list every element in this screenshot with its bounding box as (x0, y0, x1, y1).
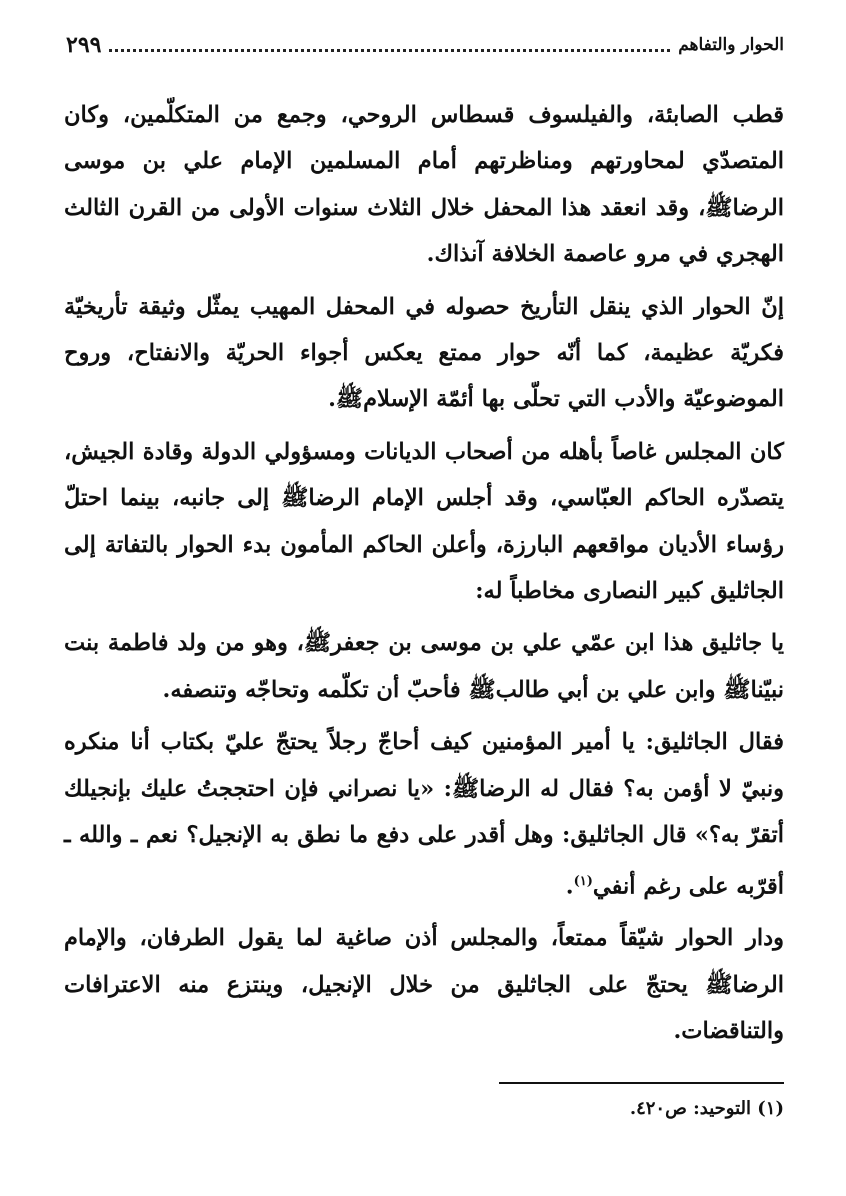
footnote: (١) التوحيد: ص٤٢٠. (629, 1098, 784, 1119)
dotted-leader (109, 49, 670, 52)
page-header (66, 28, 784, 62)
paragraph-3: كان المجلس غاصاً بأهله من أصحاب الديانات ومسؤولي الدولة وقادة الجيش، يتصدّره الحاكم العبّاسي، وقد أجلس الإمام الرضاﷺ إلى جانبه، بينما احتلّ رؤساء الأديان مواقعهم البارزة، وأعلن الحاكم المأمون بدء الحوار بالتفاتة إلى الجاثليق كبير النصارى مخاطباً له: (64, 438, 784, 605)
paragraph-1: قطب الصابئة، والفيلسوف قسطاس الروحي، وجمع من المتكلّمين، وكان المتصدّي لمحاورتهم ومناظرتهم أمام المسلمين الإمام علي بن موسى الرضاﷺ، وقد انعقد هذا المحفل خلال الثلاث سنوات الأولى من القرن الثالث الهجري في مرو عاصمة الخلافة آنذاك. (64, 102, 784, 268)
running-title: الحوار والتفاهم (678, 35, 784, 55)
page-number: ٢٩٩ (66, 32, 102, 58)
paragraph-6: ودار الحوار شيّقاً ممتعاً، والمجلس أذن صاغية لما يقول الطرفان، والإمام الرضاﷺ يحتجّ على الجاثليق من خلال الإنجيل، وينتزع منه الاعترافات والتناقضات. (64, 925, 784, 1045)
paragraph-5-text: فقال الجاثليق: يا أمير المؤمنين كيف أحاجّ رجلاً يحتجّ عليّ بكتاب أنا منكره ونبيّ لا أؤمن به؟ فقال له الرضاﷺ: «يا نصراني فإن احتججتُ عليك بإنجيلك أتقرّ به؟» قال الجاثليق: وهل أقدر على دفع ما نطق به الإنجيل؟ نعم ـ والله ـ أقرّبه على رغم أنفي (64, 729, 784, 899)
paragraph-4: يا جاثليق هذا ابن عمّي علي بن موسى بن جعفرﷺ، وهو من ولد فاطمة بنت نبيّناﷺ وابن علي بن أبي طالبﷺ فأحبّ أن تكلّمه وتحاجّه وتنصفه. (64, 630, 784, 703)
paragraph-5-end: . (565, 873, 574, 899)
paragraph-5 (64, 719, 784, 909)
paragraph-2: إنّ الحوار الذي ينقل التأريخ حصوله في المحفل المهيب يمثّل وثيقة تأريخيّة فكريّة عظيمة، كما أنّه حوار ممتع يعكس أجواء الحريّة والانفتاح، وروح الموضوعيّة والأدب التي تحلّى بها أئمّة الإسلامﷺ. (64, 293, 784, 413)
page-body (64, 92, 784, 1061)
footnote-marker: (١) (573, 873, 593, 889)
footnote-divider (499, 1082, 784, 1084)
